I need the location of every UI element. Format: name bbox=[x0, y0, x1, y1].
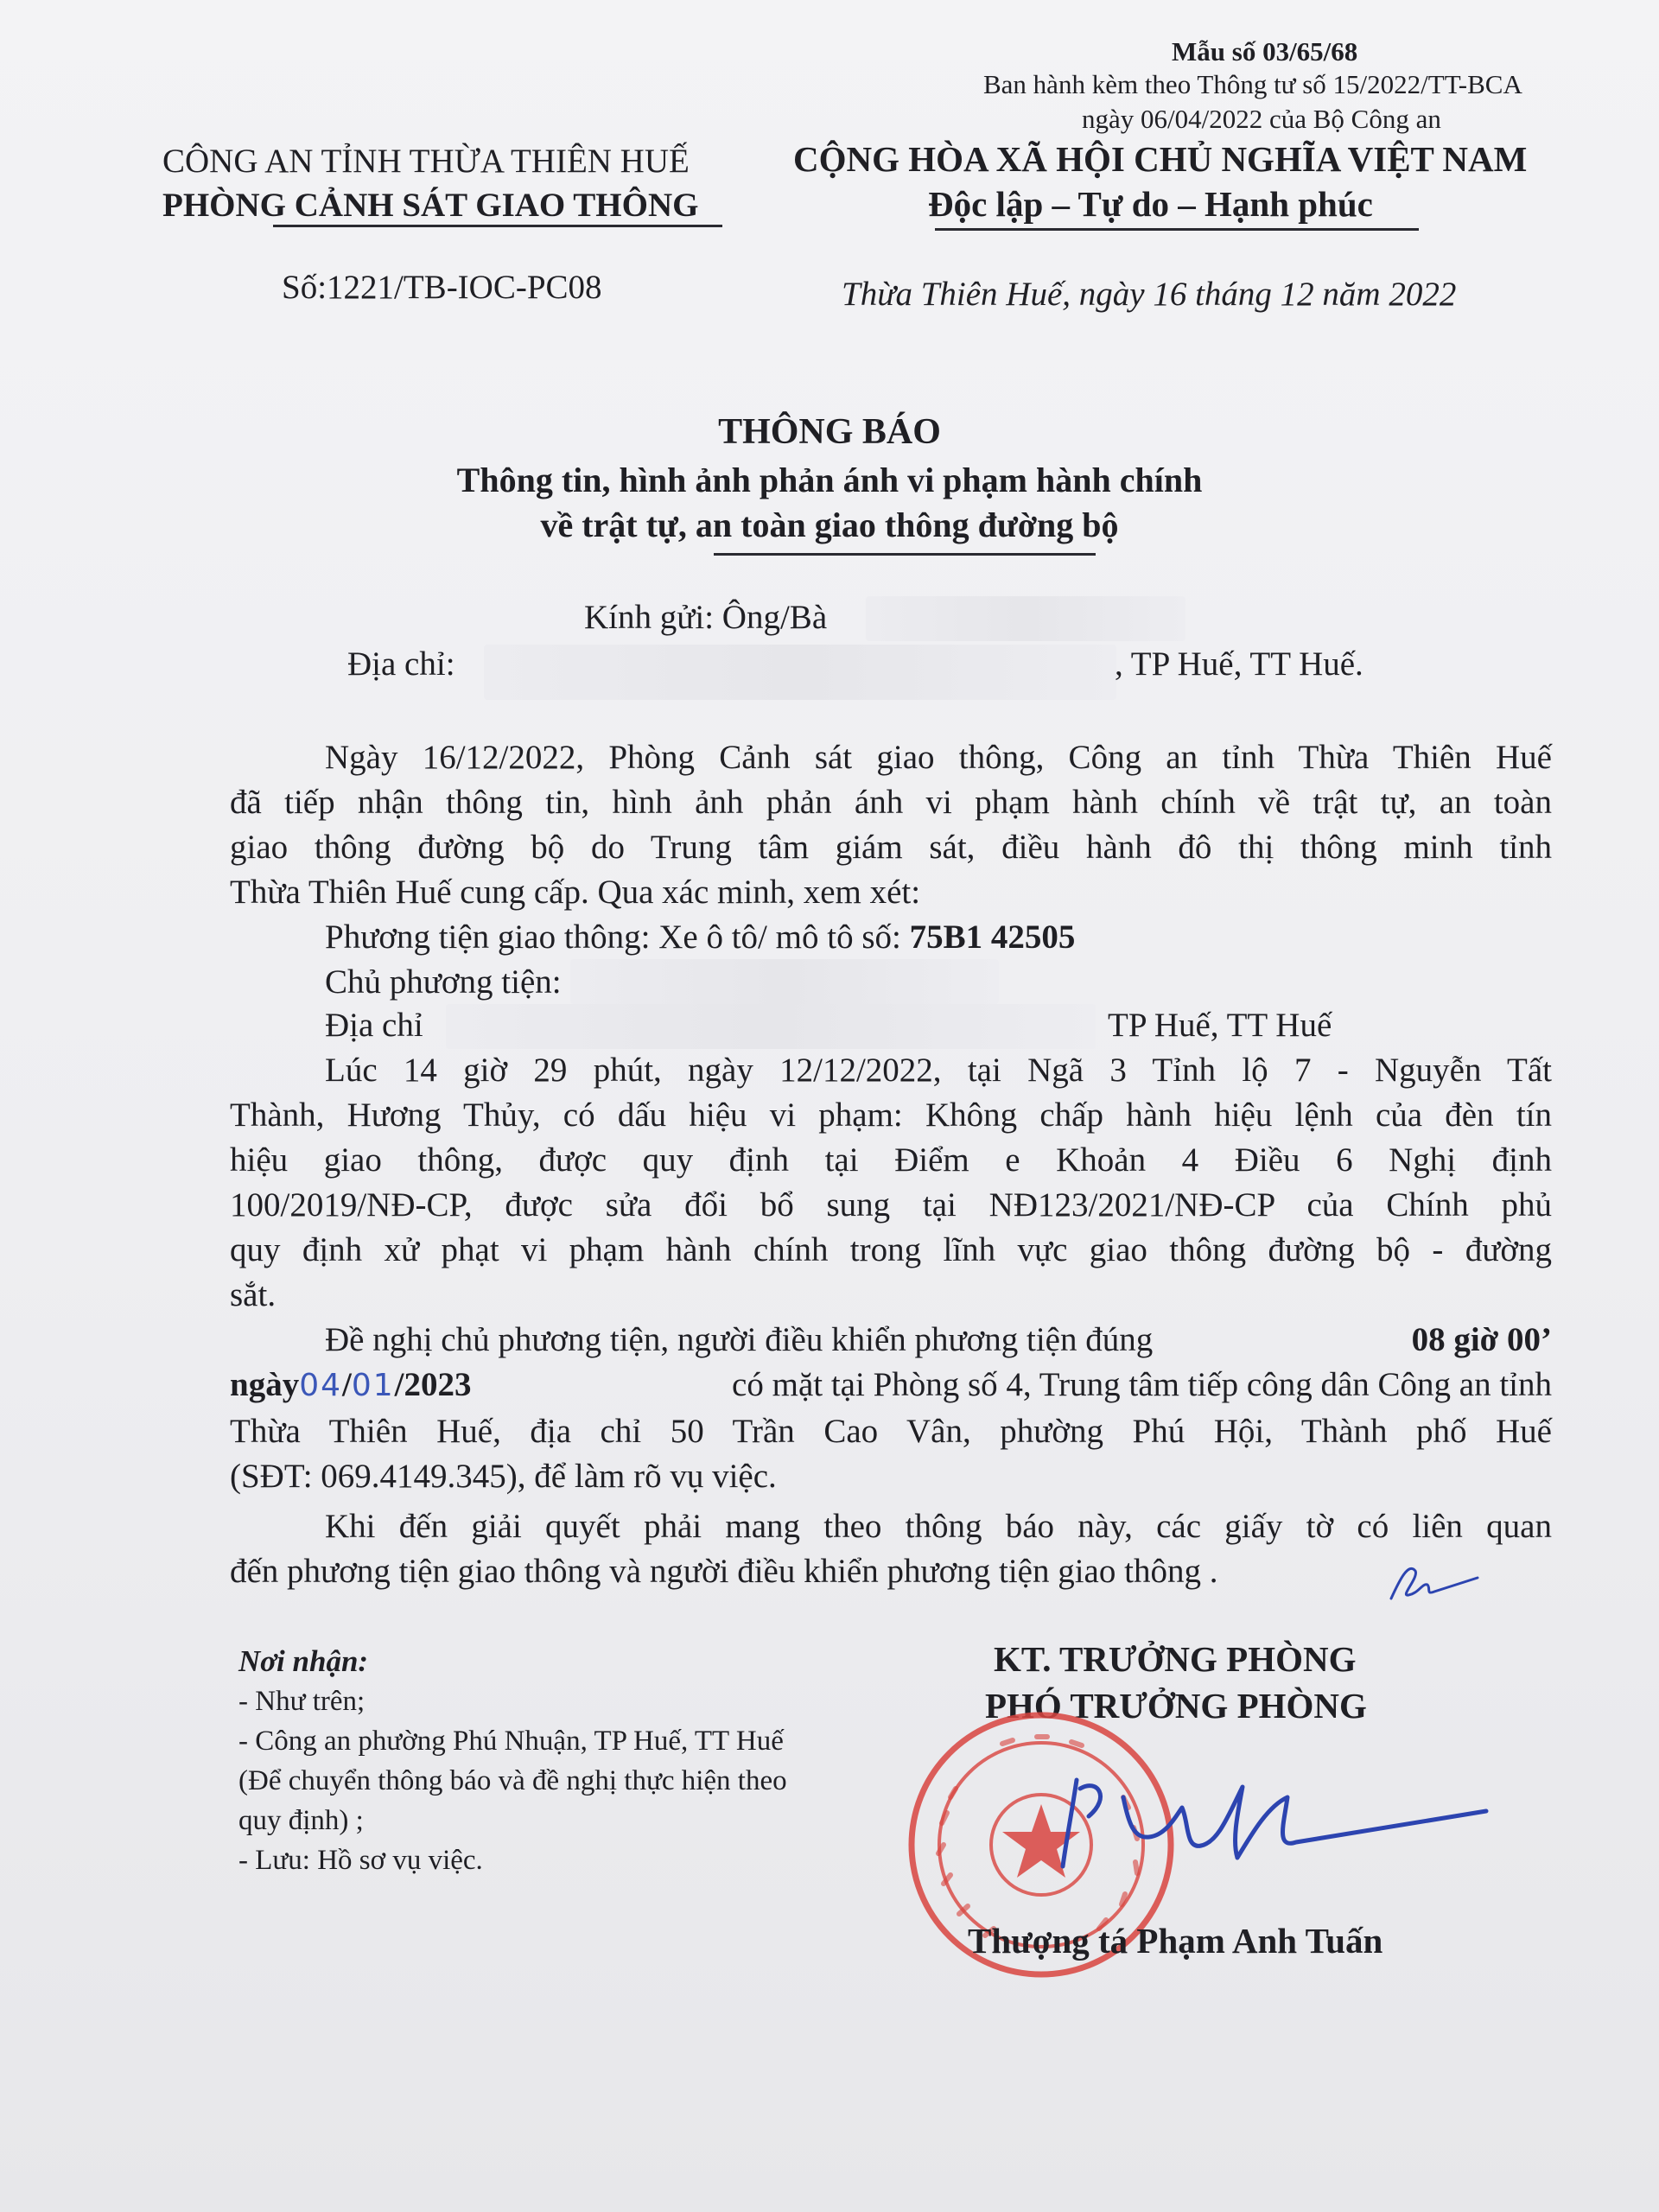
appointment-date-line bbox=[230, 1363, 1552, 1408]
nation-name: CỘNG HÒA XÃ HỘI CHỦ NGHĨA VIỆT NAM bbox=[793, 139, 1528, 179]
body-line: Thừa Thiên Huế cung cấp. Qua xác minh, xem xét: bbox=[230, 874, 921, 911]
recipients-block bbox=[238, 1642, 787, 1880]
body-line: quy định xử phạt vi phạm hành chính trong lĩnh vực giao thông đường bộ - đường bbox=[230, 1231, 1552, 1268]
vehicle-plate: 75B1 42505 bbox=[909, 918, 1076, 956]
body-line: Khi đến giải quyết phải mang theo thông báo này, các giấy tờ có liên quan bbox=[325, 1508, 1552, 1545]
vehicle-label: Phương tiện giao thông: Xe ô tô/ mô tô số: bbox=[325, 918, 901, 956]
document-subtitle-line2: về trật tự, an toàn giao thông đường bộ bbox=[540, 505, 1119, 544]
appointment-text: Đề nghị chủ phương tiện, người điều khiển phương tiện đúng bbox=[325, 1321, 1154, 1358]
place-and-date: Thừa Thiên Huế, ngày 16 tháng 12 năm 2022 bbox=[842, 276, 1457, 313]
appointment-year: /2023 bbox=[394, 1366, 472, 1403]
handwritten-month: 01 bbox=[351, 1368, 395, 1403]
body-line: hiệu giao thông, được quy định tại Điểm e Khoản 4 Điều 6 Nghị định bbox=[230, 1141, 1552, 1179]
redacted-address bbox=[484, 645, 1116, 700]
handwritten-signature bbox=[1037, 1763, 1503, 1901]
redacted-name bbox=[866, 596, 1185, 641]
owner-address-label: Địa chỉ bbox=[325, 1007, 423, 1044]
handwritten-day: 04 bbox=[299, 1368, 343, 1403]
form-number: Mẫu số 03/65/68 bbox=[1172, 36, 1358, 67]
appointment-date-label: ngày bbox=[230, 1366, 300, 1403]
agency-parent: CÔNG AN TỈNH THỪA THIÊN HUẾ bbox=[162, 143, 690, 180]
recipients-heading: Nơi nhận: bbox=[238, 1644, 369, 1678]
recipient-item: (Để chuyển thông báo và đề nghị thực hiện theo bbox=[238, 1765, 787, 1796]
vehicle-line bbox=[325, 916, 1647, 959]
body-line: 100/2019/NĐ-CP, được sửa đổi bổ sung tại NĐ123/2021/NĐ-CP của Chính phủ bbox=[230, 1186, 1552, 1224]
recipient-item: - Lưu: Hồ sơ vụ việc. bbox=[238, 1845, 483, 1876]
addressee-label: Kính gửi: Ông/Bà bbox=[584, 599, 828, 636]
document-number: Số:1221/TB-IOC-PC08 bbox=[282, 269, 602, 306]
agency-underline bbox=[273, 225, 722, 227]
body-line: đến phương tiện giao thông và người điều khiển phương tiện giao thông . bbox=[230, 1553, 1218, 1590]
body-line: Lúc 14 giờ 29 phút, ngày 12/12/2022, tại Ngã 3 Tỉnh lộ 7 - Nguyễn Tất bbox=[325, 1052, 1552, 1089]
redacted-owner bbox=[570, 959, 999, 1004]
body-line: Thừa Thiên Huế, địa chỉ 50 Trần Cao Vân, phường Phú Hội, Thành phố Huế bbox=[230, 1413, 1552, 1450]
owner-address-suffix: TP Huế, TT Huế bbox=[1108, 1007, 1332, 1044]
national-motto: Độc lập – Tự do – Hạnh phúc bbox=[928, 184, 1373, 224]
appointment-place: có mặt tại Phòng số 4, Trung tâm tiếp công dân Công an tỉnh bbox=[732, 1366, 1552, 1403]
recipient-item: - Như trên; bbox=[238, 1686, 365, 1717]
address-label: Địa chỉ: bbox=[347, 645, 455, 683]
title-underline bbox=[714, 553, 1096, 556]
recipient-item: - Công an phường Phú Nhuận, TP Huế, TT Huế bbox=[238, 1726, 784, 1757]
body-line: giao thông đường bộ do Trung tâm giám sát, điều hành đô thị thông minh tỉnh bbox=[230, 829, 1552, 866]
appointment-time: 08 giờ 00’ bbox=[1411, 1321, 1552, 1358]
signer-title: KT. TRƯỞNG PHÒNG bbox=[994, 1639, 1357, 1679]
form-issued-date: ngày 06/04/2022 của Bộ Công an bbox=[1082, 104, 1441, 134]
body-line: (SĐT: 069.4149.345), để làm rõ vụ việc. bbox=[230, 1458, 777, 1495]
document-subtitle-line1: Thông tin, hình ảnh phản ánh vi phạm hành chính bbox=[456, 461, 1203, 499]
body-line: Ngày 16/12/2022, Phòng Cảnh sát giao thông, Công an tỉnh Thừa Thiên Huế bbox=[325, 739, 1552, 776]
form-issued-by: Ban hành kèm theo Thông tư số 15/2022/TT-BCA bbox=[983, 69, 1522, 99]
signer-name: Thượng tá Phạm Anh Tuấn bbox=[968, 1921, 1383, 1961]
initials-mark bbox=[1374, 1545, 1486, 1614]
motto-underline bbox=[935, 228, 1419, 231]
signer-position: PHÓ TRƯỞNG PHÒNG bbox=[985, 1686, 1367, 1726]
body-line: Thành, Hương Thủy, có dấu hiệu vi phạm: Không chấp hành hiệu lệnh của đèn tín bbox=[230, 1096, 1552, 1134]
document-title: THÔNG BÁO bbox=[718, 412, 941, 452]
date-separator: / bbox=[342, 1366, 352, 1403]
appointment-line bbox=[325, 1319, 1552, 1362]
body-line: đã tiếp nhận thông tin, hình ảnh phản ánh vi phạm hành chính về trật tự, an toàn bbox=[230, 784, 1552, 821]
body-line: sắt. bbox=[230, 1276, 276, 1313]
agency-block bbox=[162, 140, 750, 228]
agency-name: PHÒNG CẢNH SÁT GIAO THÔNG bbox=[162, 187, 699, 224]
recipient-item: quy định) ; bbox=[238, 1805, 364, 1836]
redacted-owner-address bbox=[446, 1004, 1096, 1049]
address-suffix: , TP Huế, TT Huế. bbox=[1115, 645, 1363, 683]
owner-label: Chủ phương tiện: bbox=[325, 963, 562, 1001]
